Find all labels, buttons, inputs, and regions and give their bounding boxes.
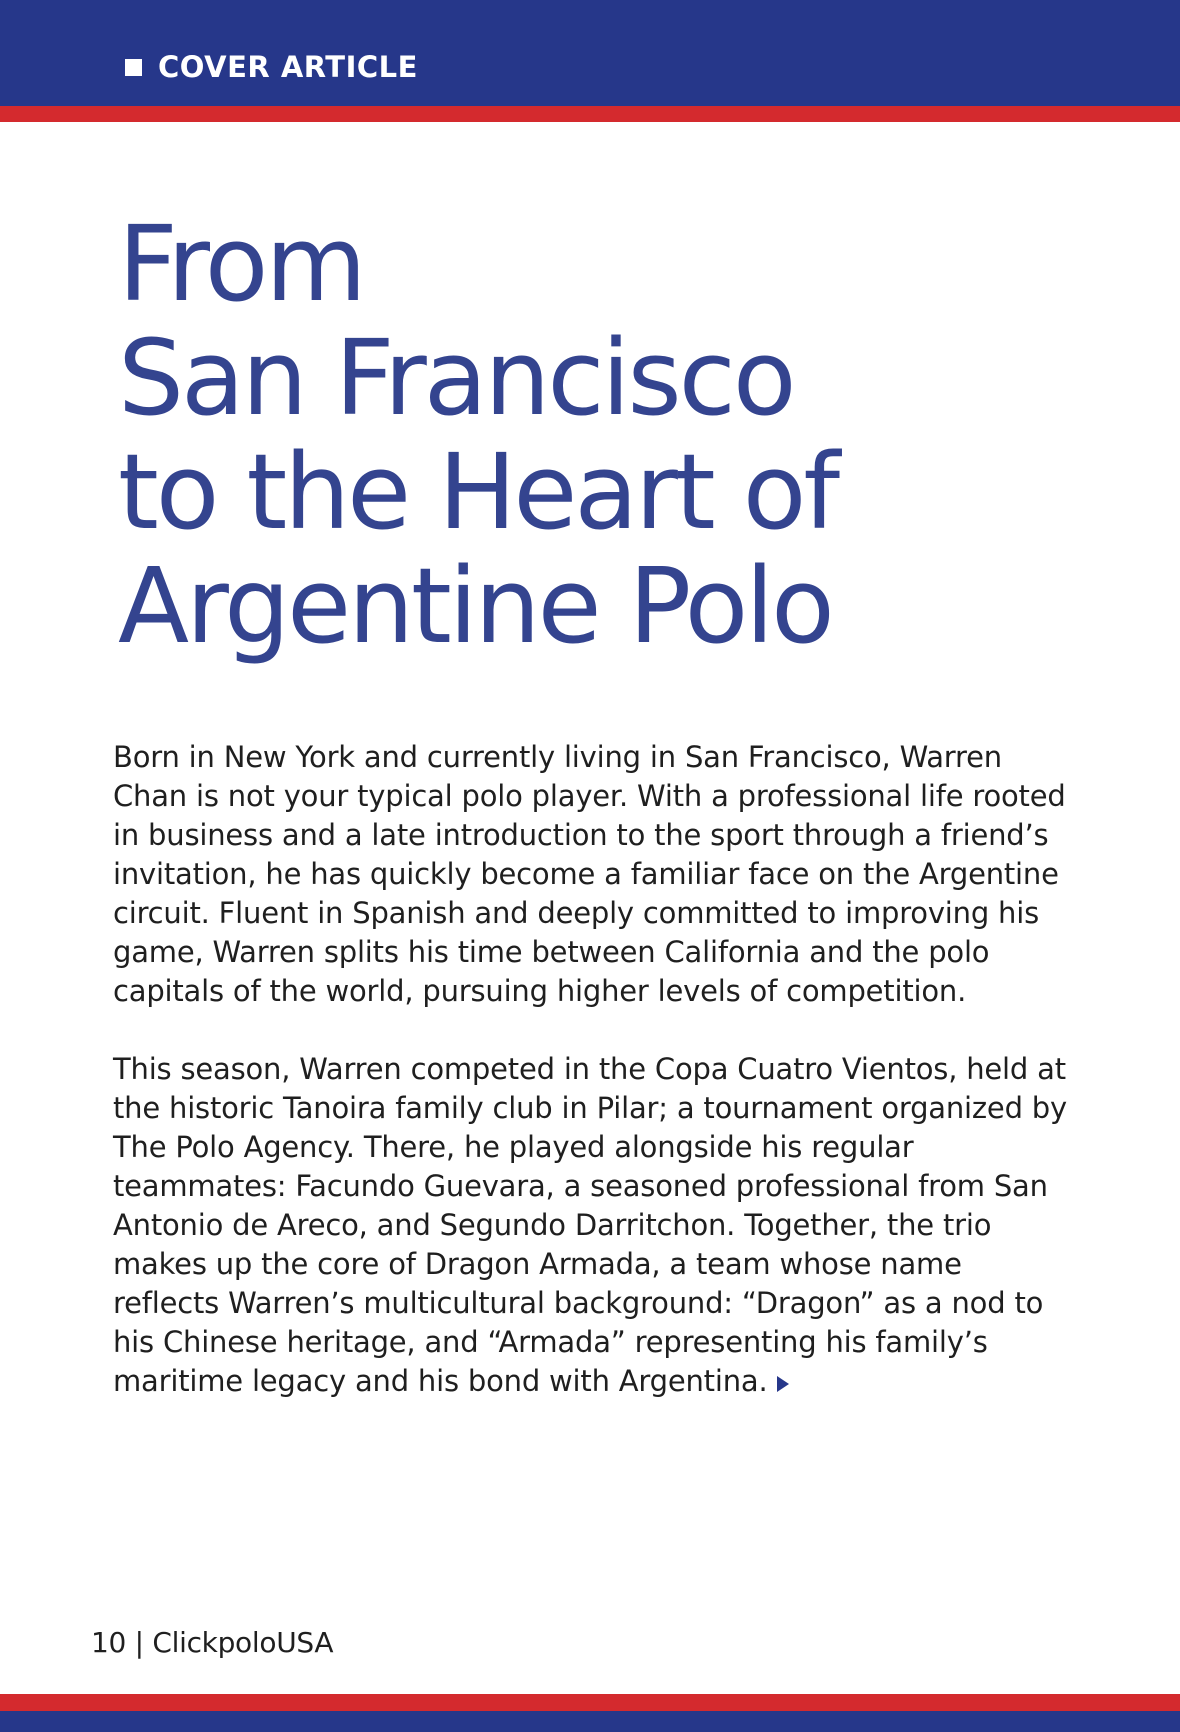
paragraph-with-continue xyxy=(113,1050,1073,1401)
page-footer: 10 | ClickpoloUSA xyxy=(91,1626,334,1659)
paragraph: Born in New York and currently living in San Francisco, Warren Chan is not your typical polo player. With a professional life rooted in business and a late introduction to the sport through a friend’s invitation, he has quickly become a familiar face on the Argentine circuit. Fluent in Spanish and deeply committed to improving his game, Warren splits his time between California and the polo capitals of the world, pursuing higher levels of competition. xyxy=(113,740,1066,1008)
title-line: Argentine Polo xyxy=(118,545,832,667)
header-stripe xyxy=(0,106,1180,122)
paragraph: This season, Warren competed in the Copa Cuatro Vientos, held at the historic Tanoira family club in Pilar; a tournament organized by The Polo Agency. There, he played alongside his regular teammates: Facundo Guevara, a seasoned professional from San Antonio de Areco, and Segundo Darritchon. Together, the trio makes up the core of Dragon Armada, a team whose name reflects Warren’s multicultural background: “Dragon” as a nod to his Chinese heritage, and “Armada” representing his family’s maritime legacy and his bond with Argentina. xyxy=(113,1052,1067,1398)
footer-band xyxy=(0,1711,1180,1732)
square-bullet-icon xyxy=(125,59,142,76)
article-body xyxy=(113,738,1073,1440)
section-label xyxy=(125,50,418,84)
title-line: San Francisco xyxy=(118,317,794,439)
section-label-text: COVER ARTICLE xyxy=(158,50,418,84)
article-title xyxy=(118,203,1158,667)
title-line: to the Heart of xyxy=(118,431,837,553)
footer-stripe xyxy=(0,1694,1180,1711)
title-line: From xyxy=(118,203,364,325)
play-arrow-icon xyxy=(777,1376,789,1392)
